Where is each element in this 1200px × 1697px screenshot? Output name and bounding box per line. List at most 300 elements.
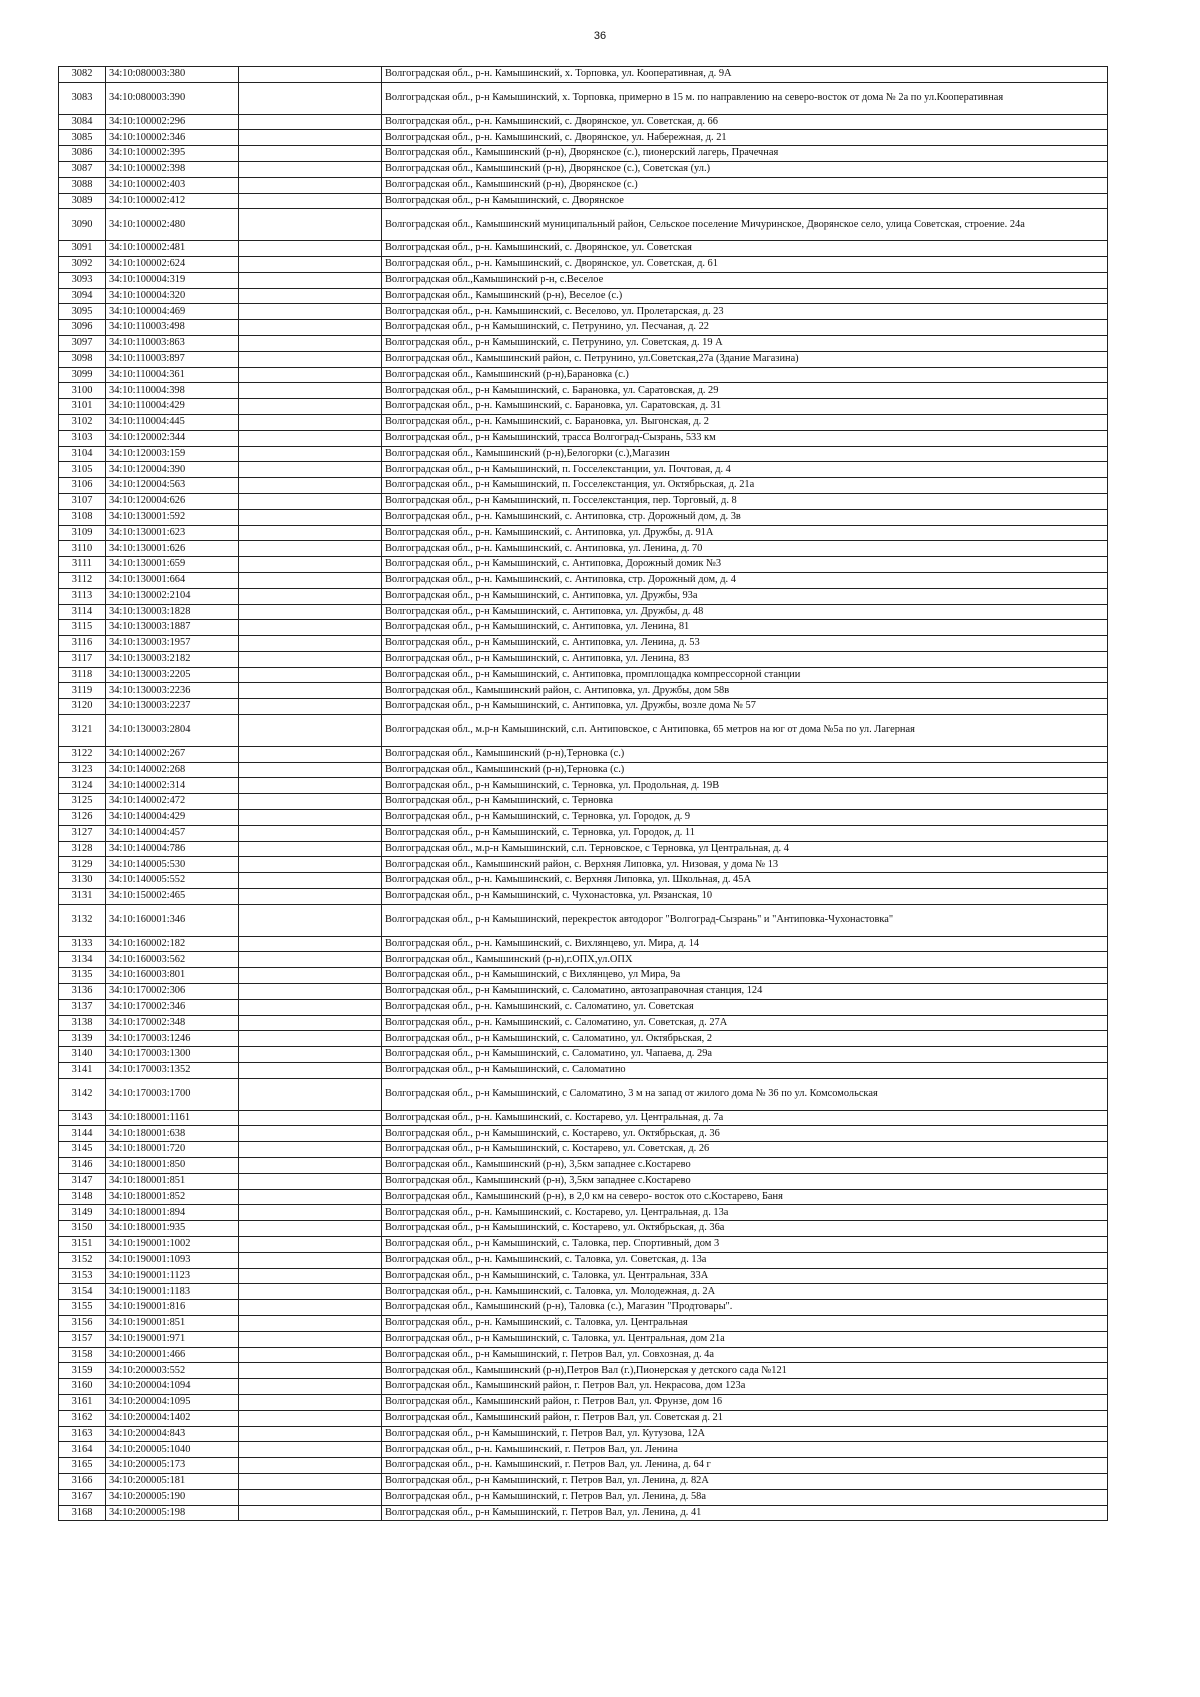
cadastral-number: 34:10:100002:480 bbox=[106, 209, 239, 241]
empty-cell bbox=[239, 810, 382, 826]
empty-cell bbox=[239, 557, 382, 573]
empty-cell bbox=[239, 1078, 382, 1110]
table-row bbox=[59, 241, 1108, 257]
empty-cell bbox=[239, 984, 382, 1000]
row-number: 3159 bbox=[59, 1363, 106, 1379]
address: Волгоградская обл., м.р-н Камышинский, с.п. Терновское, с Терновка, ул Центральная, д. 4 bbox=[382, 841, 1108, 857]
row-number: 3104 bbox=[59, 446, 106, 462]
cadastral-number: 34:10:190001:851 bbox=[106, 1315, 239, 1331]
empty-cell bbox=[239, 1063, 382, 1079]
cadastral-number: 34:10:100002:398 bbox=[106, 161, 239, 177]
cadastral-number: 34:10:120002:344 bbox=[106, 430, 239, 446]
row-number: 3163 bbox=[59, 1426, 106, 1442]
row-number: 3113 bbox=[59, 588, 106, 604]
table-row bbox=[59, 1315, 1108, 1331]
row-number: 3133 bbox=[59, 936, 106, 952]
cadastral-number: 34:10:140004:786 bbox=[106, 841, 239, 857]
cadastral-number: 34:10:190001:1093 bbox=[106, 1252, 239, 1268]
cadastral-number: 34:10:110004:361 bbox=[106, 367, 239, 383]
empty-cell bbox=[239, 572, 382, 588]
cadastral-number: 34:10:100002:296 bbox=[106, 114, 239, 130]
row-number: 3101 bbox=[59, 399, 106, 415]
empty-cell bbox=[239, 493, 382, 509]
table-row bbox=[59, 683, 1108, 699]
address: Волгоградская обл., Камышинский (р-н), 3,5км западнее с.Костарево bbox=[382, 1173, 1108, 1189]
empty-cell bbox=[239, 82, 382, 114]
cadastral-number: 34:10:130003:2205 bbox=[106, 667, 239, 683]
empty-cell bbox=[239, 1110, 382, 1126]
empty-cell bbox=[239, 1158, 382, 1174]
empty-cell bbox=[239, 1315, 382, 1331]
cadastral-number: 34:10:190001:1183 bbox=[106, 1284, 239, 1300]
address: Волгоградская обл., Камышинский (р-н), в 2,0 км на северо- восток ото с.Костарево, Баня bbox=[382, 1189, 1108, 1205]
row-number: 3092 bbox=[59, 256, 106, 272]
row-number: 3162 bbox=[59, 1410, 106, 1426]
row-number: 3117 bbox=[59, 651, 106, 667]
address: Волгоградская обл., Камышинский (р-н),Белогорки (с.),Магазин bbox=[382, 446, 1108, 462]
row-number: 3167 bbox=[59, 1489, 106, 1505]
table-row bbox=[59, 1158, 1108, 1174]
row-number: 3103 bbox=[59, 430, 106, 446]
empty-cell bbox=[239, 414, 382, 430]
address: Волгоградская обл., р-н. Камышинский, с. Дворянское, ул. Советская bbox=[382, 241, 1108, 257]
empty-cell bbox=[239, 1031, 382, 1047]
table-row bbox=[59, 288, 1108, 304]
cadastral-number: 34:10:130003:1828 bbox=[106, 604, 239, 620]
address: Волгоградская обл., р-н Камышинский, с. Терновка bbox=[382, 794, 1108, 810]
row-number: 3097 bbox=[59, 335, 106, 351]
cadastral-number: 34:10:200005:181 bbox=[106, 1473, 239, 1489]
table-row bbox=[59, 746, 1108, 762]
cadastral-number: 34:10:180001:851 bbox=[106, 1173, 239, 1189]
address: Волгоградская обл., р-н Камышинский, с. Дворянское bbox=[382, 193, 1108, 209]
cadastral-number: 34:10:130001:659 bbox=[106, 557, 239, 573]
address: Волгоградская обл., р-н. Камышинский, с. Антиповка, стр. Дорожный дом, д. 4 bbox=[382, 572, 1108, 588]
table-row bbox=[59, 1110, 1108, 1126]
table-row bbox=[59, 272, 1108, 288]
row-number: 3091 bbox=[59, 241, 106, 257]
empty-cell bbox=[239, 825, 382, 841]
row-number: 3109 bbox=[59, 525, 106, 541]
cadastral-number: 34:10:110003:897 bbox=[106, 351, 239, 367]
table-row bbox=[59, 146, 1108, 162]
table-row bbox=[59, 873, 1108, 889]
empty-cell bbox=[239, 873, 382, 889]
row-number: 3166 bbox=[59, 1473, 106, 1489]
table-row bbox=[59, 762, 1108, 778]
row-number: 3124 bbox=[59, 778, 106, 794]
address: Волгоградская обл., р-н. Камышинский, с. Вихлянцево, ул. Мира, д. 14 bbox=[382, 936, 1108, 952]
address: Волгоградская обл., р-н Камышинский, с. Саломатино, ул. Октябрьская, 2 bbox=[382, 1031, 1108, 1047]
empty-cell bbox=[239, 968, 382, 984]
table-row bbox=[59, 841, 1108, 857]
empty-cell bbox=[239, 367, 382, 383]
cadastral-number: 34:10:170002:306 bbox=[106, 984, 239, 1000]
table-row bbox=[59, 999, 1108, 1015]
row-number: 3095 bbox=[59, 304, 106, 320]
cadastral-number: 34:10:160001:346 bbox=[106, 904, 239, 936]
address: Волгоградская обл., р-н Камышинский, с. Таловка, ул. Центральная, 33А bbox=[382, 1268, 1108, 1284]
cadastral-number: 34:10:100002:481 bbox=[106, 241, 239, 257]
empty-cell bbox=[239, 1426, 382, 1442]
cadastral-number: 34:10:140002:314 bbox=[106, 778, 239, 794]
row-number: 3119 bbox=[59, 683, 106, 699]
table-row bbox=[59, 256, 1108, 272]
row-number: 3084 bbox=[59, 114, 106, 130]
address: Волгоградская обл., Камышинский (р-н),Терновка (с.) bbox=[382, 762, 1108, 778]
empty-cell bbox=[239, 651, 382, 667]
address: Волгоградская обл., р-н. Камышинский, с. Костарево, ул. Центральная, д. 13а bbox=[382, 1205, 1108, 1221]
empty-cell bbox=[239, 193, 382, 209]
address: Волгоградская обл., р-н. Камышинский, х. Торповка, ул. Кооперативная, д. 9А bbox=[382, 67, 1108, 83]
address: Волгоградская обл., р-н Камышинский, п. Госселекстанция, пер. Торговый, д. 8 bbox=[382, 493, 1108, 509]
row-number: 3120 bbox=[59, 699, 106, 715]
cadastral-number: 34:10:080003:390 bbox=[106, 82, 239, 114]
empty-cell bbox=[239, 762, 382, 778]
address: Волгоградская обл., р-н Камышинский, г. Петров Вал, ул. Кутузова, 12А bbox=[382, 1426, 1108, 1442]
cadastral-number: 34:10:170003:1700 bbox=[106, 1078, 239, 1110]
table-row bbox=[59, 430, 1108, 446]
row-number: 3139 bbox=[59, 1031, 106, 1047]
row-number: 3093 bbox=[59, 272, 106, 288]
row-number: 3110 bbox=[59, 541, 106, 557]
address: Волгоградская обл., р-н Камышинский, с. Терновка, ул. Городок, д. 11 bbox=[382, 825, 1108, 841]
empty-cell bbox=[239, 288, 382, 304]
table-row bbox=[59, 1458, 1108, 1474]
address: Волгоградская обл., Камышинский район, с. Антиповка, ул. Дружбы, дом 58в bbox=[382, 683, 1108, 699]
empty-cell bbox=[239, 1331, 382, 1347]
table-row bbox=[59, 161, 1108, 177]
empty-cell bbox=[239, 999, 382, 1015]
row-number: 3096 bbox=[59, 320, 106, 336]
table-row bbox=[59, 1252, 1108, 1268]
cadastral-number: 34:10:110004:445 bbox=[106, 414, 239, 430]
address: Волгоградская обл., р-н. Камышинский, с. Таловка, ул. Молодежная, д. 2А bbox=[382, 1284, 1108, 1300]
cadastral-number: 34:10:100004:320 bbox=[106, 288, 239, 304]
address: Волгоградская обл., р-н Камышинский, с. Антиповка, промплощадка компрессорной станции bbox=[382, 667, 1108, 683]
empty-cell bbox=[239, 446, 382, 462]
row-number: 3138 bbox=[59, 1015, 106, 1031]
table-row bbox=[59, 889, 1108, 905]
cadastral-number: 34:10:180001:852 bbox=[106, 1189, 239, 1205]
address: Волгоградская обл., р-н Камышинский, х. Торповка, примерно в 15 м. по направлению на северо-восток от дома № 2а по ул.Кооперативная bbox=[382, 82, 1108, 114]
cadastral-number: 34:10:100004:319 bbox=[106, 272, 239, 288]
row-number: 3150 bbox=[59, 1221, 106, 1237]
empty-cell bbox=[239, 383, 382, 399]
table-row bbox=[59, 1394, 1108, 1410]
row-number: 3118 bbox=[59, 667, 106, 683]
empty-cell bbox=[239, 509, 382, 525]
address: Волгоградская обл., р-н Камышинский, с. Антиповка, ул. Ленина, 83 bbox=[382, 651, 1108, 667]
row-number: 3085 bbox=[59, 130, 106, 146]
address: Волгоградская обл., р-н. Камышинский, с. Верхняя Липовка, ул. Школьная, д. 45А bbox=[382, 873, 1108, 889]
address: Волгоградская обл., р-н Камышинский, с. Костарево, ул. Октябрьская, д. 36а bbox=[382, 1221, 1108, 1237]
table-row bbox=[59, 1236, 1108, 1252]
address: Волгоградская обл., р-н Камышинский, трасса Волгоград-Сызрань, 533 км bbox=[382, 430, 1108, 446]
empty-cell bbox=[239, 1458, 382, 1474]
empty-cell bbox=[239, 1205, 382, 1221]
row-number: 3145 bbox=[59, 1142, 106, 1158]
row-number: 3116 bbox=[59, 636, 106, 652]
row-number: 3098 bbox=[59, 351, 106, 367]
table-row bbox=[59, 304, 1108, 320]
address: Волгоградская обл., р-н Камышинский, с. Терновка, ул. Городок, д. 9 bbox=[382, 810, 1108, 826]
cadastral-number: 34:10:200004:1402 bbox=[106, 1410, 239, 1426]
cadastral-number: 34:10:130003:2804 bbox=[106, 715, 239, 747]
cadastral-number: 34:10:120004:390 bbox=[106, 462, 239, 478]
table-row bbox=[59, 984, 1108, 1000]
row-number: 3165 bbox=[59, 1458, 106, 1474]
table-row bbox=[59, 1268, 1108, 1284]
address: Волгоградская обл., р-н Камышинский, с Вихлянцево, ул Мира, 9а bbox=[382, 968, 1108, 984]
address: Волгоградская обл., р-н Камышинский, с. Терновка, ул. Продольная, д. 19В bbox=[382, 778, 1108, 794]
row-number: 3099 bbox=[59, 367, 106, 383]
address: Волгоградская обл., Камышинский (р-н), Дворянское (с.) bbox=[382, 177, 1108, 193]
cadastral-number: 34:10:140002:267 bbox=[106, 746, 239, 762]
table-row bbox=[59, 177, 1108, 193]
empty-cell bbox=[239, 1126, 382, 1142]
table-row bbox=[59, 1379, 1108, 1395]
row-number: 3106 bbox=[59, 478, 106, 494]
table-row bbox=[59, 857, 1108, 873]
row-number: 3131 bbox=[59, 889, 106, 905]
row-number: 3105 bbox=[59, 462, 106, 478]
row-number: 3146 bbox=[59, 1158, 106, 1174]
address: Волгоградская обл., р-н Камышинский, с. Таловка, ул. Центральная, дом 21а bbox=[382, 1331, 1108, 1347]
address: Волгоградская обл., р-н Камышинский, перекресток автодорог "Волгоград-Сызрань" и "Антиповка-Чухонастовка" bbox=[382, 904, 1108, 936]
address: Волгоградская обл., р-н. Камышинский, г. Петров Вал, ул. Ленина, д. 64 г bbox=[382, 1458, 1108, 1474]
table-row bbox=[59, 1063, 1108, 1079]
cadastral-number: 34:10:140005:530 bbox=[106, 857, 239, 873]
address: Волгоградская обл., р-н Камышинский, с. Антиповка, ул. Ленина, 81 bbox=[382, 620, 1108, 636]
address: Волгоградская обл., Камышинский район, г. Петров Вал, ул. Фрунзе, дом 16 bbox=[382, 1394, 1108, 1410]
row-number: 3157 bbox=[59, 1331, 106, 1347]
row-number: 3115 bbox=[59, 620, 106, 636]
row-number: 3089 bbox=[59, 193, 106, 209]
empty-cell bbox=[239, 936, 382, 952]
address: Волгоградская обл., р-н. Камышинский, с. Антиповка, стр. Дорожный дом, д. 3в bbox=[382, 509, 1108, 525]
table-row bbox=[59, 1189, 1108, 1205]
table-row bbox=[59, 1284, 1108, 1300]
cadastral-number: 34:10:190001:971 bbox=[106, 1331, 239, 1347]
empty-cell bbox=[239, 320, 382, 336]
cadastral-number: 34:10:200005:173 bbox=[106, 1458, 239, 1474]
empty-cell bbox=[239, 1442, 382, 1458]
address: Волгоградская обл., Камышинский район, г. Петров Вал, ул. Советская д. 21 bbox=[382, 1410, 1108, 1426]
row-number: 3160 bbox=[59, 1379, 106, 1395]
cadastral-number: 34:10:100002:624 bbox=[106, 256, 239, 272]
empty-cell bbox=[239, 1047, 382, 1063]
address: Волгоградская обл., р-н Камышинский, с. Костарево, ул. Советская, д. 26 bbox=[382, 1142, 1108, 1158]
cadastral-number: 34:10:140004:429 bbox=[106, 810, 239, 826]
address: Волгоградская обл., р-н. Камышинский, с. Дворянское, ул. Советская, д. 61 bbox=[382, 256, 1108, 272]
cadastral-number: 34:10:160003:801 bbox=[106, 968, 239, 984]
cadastral-number: 34:10:120003:159 bbox=[106, 446, 239, 462]
register-table-body bbox=[59, 67, 1108, 1521]
row-number: 3151 bbox=[59, 1236, 106, 1252]
address: Волгоградская обл., р-н. Камышинский, с. Антиповка, ул. Ленина, д. 70 bbox=[382, 541, 1108, 557]
address: Волгоградская обл., р-н Камышинский, с. Таловка, пер. Спортивный, дом 3 bbox=[382, 1236, 1108, 1252]
empty-cell bbox=[239, 1284, 382, 1300]
row-number: 3127 bbox=[59, 825, 106, 841]
address: Волгоградская обл., р-н Камышинский, с. Антиповка, ул. Дружбы, 93а bbox=[382, 588, 1108, 604]
cadastral-number: 34:10:130001:626 bbox=[106, 541, 239, 557]
cadastral-number: 34:10:130001:623 bbox=[106, 525, 239, 541]
table-row bbox=[59, 320, 1108, 336]
table-row bbox=[59, 636, 1108, 652]
table-row bbox=[59, 367, 1108, 383]
cadastral-number: 34:10:130003:2237 bbox=[106, 699, 239, 715]
cadastral-number: 34:10:180001:894 bbox=[106, 1205, 239, 1221]
address: Волгоградская обл., р-н Камышинский, с. Саломатино, автозаправочная станция, 124 bbox=[382, 984, 1108, 1000]
empty-cell bbox=[239, 1473, 382, 1489]
empty-cell bbox=[239, 241, 382, 257]
cadastral-number: 34:10:130003:1887 bbox=[106, 620, 239, 636]
address: Волгоградская обл., Камышинский муниципальный район, Сельское поселение Мичуринское, Дворянское село, улица Советская, строение. 24а bbox=[382, 209, 1108, 241]
empty-cell bbox=[239, 1015, 382, 1031]
empty-cell bbox=[239, 399, 382, 415]
empty-cell bbox=[239, 604, 382, 620]
row-number: 3086 bbox=[59, 146, 106, 162]
cadastral-number: 34:10:190001:1123 bbox=[106, 1268, 239, 1284]
address: Волгоградская обл., р-н. Камышинский, с. Саломатино, ул. Советская, д. 27А bbox=[382, 1015, 1108, 1031]
row-number: 3152 bbox=[59, 1252, 106, 1268]
cadastral-number: 34:10:170003:1352 bbox=[106, 1063, 239, 1079]
empty-cell bbox=[239, 1410, 382, 1426]
row-number: 3147 bbox=[59, 1173, 106, 1189]
cadastral-number: 34:10:200004:843 bbox=[106, 1426, 239, 1442]
empty-cell bbox=[239, 1268, 382, 1284]
address: Волгоградская обл., Камышинский (р-н), Таловка (с.), Магазин "Продтовары". bbox=[382, 1300, 1108, 1316]
cadastral-number: 34:10:110004:398 bbox=[106, 383, 239, 399]
cadastral-number: 34:10:200004:1095 bbox=[106, 1394, 239, 1410]
empty-cell bbox=[239, 114, 382, 130]
address: Волгоградская обл., р-н. Камышинский, с. Дворянское, ул. Советская, д. 66 bbox=[382, 114, 1108, 130]
empty-cell bbox=[239, 67, 382, 83]
table-row bbox=[59, 699, 1108, 715]
row-number: 3136 bbox=[59, 984, 106, 1000]
row-number: 3164 bbox=[59, 1442, 106, 1458]
row-number: 3134 bbox=[59, 952, 106, 968]
address: Волгоградская обл., р-н. Камышинский, с. Таловка, ул. Центральная bbox=[382, 1315, 1108, 1331]
table-row bbox=[59, 114, 1108, 130]
address: Волгоградская обл., Камышинский (р-н), 3,5км западнее с.Костарево bbox=[382, 1158, 1108, 1174]
empty-cell bbox=[239, 636, 382, 652]
cadastral-number: 34:10:200005:198 bbox=[106, 1505, 239, 1521]
empty-cell bbox=[239, 335, 382, 351]
address: Волгоградская обл., р-н Камышинский, с. Саломатино, ул. Чапаева, д. 29а bbox=[382, 1047, 1108, 1063]
empty-cell bbox=[239, 952, 382, 968]
empty-cell bbox=[239, 256, 382, 272]
table-row bbox=[59, 810, 1108, 826]
table-row bbox=[59, 67, 1108, 83]
address: Волгоградская обл., р-н Камышинский, с. Чухонастовка, ул. Рязанская, 10 bbox=[382, 889, 1108, 905]
empty-cell bbox=[239, 478, 382, 494]
table-row bbox=[59, 825, 1108, 841]
table-row bbox=[59, 399, 1108, 415]
empty-cell bbox=[239, 430, 382, 446]
address: Волгоградская обл., р-н Камышинский, с. Петрунино, ул. Советская, д. 19 А bbox=[382, 335, 1108, 351]
empty-cell bbox=[239, 525, 382, 541]
address: Волгоградская обл., р-н Камышинский, п. Госселекстанция, ул. Октябрьская, д. 21а bbox=[382, 478, 1108, 494]
address: Волгоградская обл., р-н Камышинский, г. Петров Вал, ул. Ленина, д. 82А bbox=[382, 1473, 1108, 1489]
empty-cell bbox=[239, 1173, 382, 1189]
cadastral-number: 34:10:190001:1002 bbox=[106, 1236, 239, 1252]
address: Волгоградская обл., р-н Камышинский, с. Костарево, ул. Октябрьская, д. 36 bbox=[382, 1126, 1108, 1142]
table-row bbox=[59, 1426, 1108, 1442]
address: Волгоградская обл.,Камышинский р-н, с.Веселое bbox=[382, 272, 1108, 288]
cadastral-number: 34:10:140002:472 bbox=[106, 794, 239, 810]
table-row bbox=[59, 778, 1108, 794]
address: Волгоградская обл., Камышинский (р-н),Барановка (с.) bbox=[382, 367, 1108, 383]
row-number: 3132 bbox=[59, 904, 106, 936]
address: Волгоградская обл., р-н Камышинский, с. Антиповка, ул. Дружбы, возле дома № 57 bbox=[382, 699, 1108, 715]
table-row bbox=[59, 209, 1108, 241]
address: Волгоградская обл., Камышинский район, с. Петрунино, ул.Советская,27а (Здание Магазина) bbox=[382, 351, 1108, 367]
address: Волгоградская обл., р-н. Камышинский, с. Таловка, ул. Советская, д. 13а bbox=[382, 1252, 1108, 1268]
table-row bbox=[59, 1347, 1108, 1363]
table-row bbox=[59, 1331, 1108, 1347]
cadastral-number: 34:10:180001:638 bbox=[106, 1126, 239, 1142]
cadastral-number: 34:10:170002:346 bbox=[106, 999, 239, 1015]
empty-cell bbox=[239, 1252, 382, 1268]
cadastral-number: 34:10:100002:346 bbox=[106, 130, 239, 146]
table-row bbox=[59, 651, 1108, 667]
row-number: 3082 bbox=[59, 67, 106, 83]
table-row bbox=[59, 1363, 1108, 1379]
address: Волгоградская обл., р-н. Камышинский, с. Антиповка, ул. Дружбы, д. 91А bbox=[382, 525, 1108, 541]
empty-cell bbox=[239, 794, 382, 810]
cadastral-number: 34:10:170003:1246 bbox=[106, 1031, 239, 1047]
address: Волгоградская обл., Камышинский (р-н), Дворянское (с.), Советская (ул.) bbox=[382, 161, 1108, 177]
row-number: 3149 bbox=[59, 1205, 106, 1221]
cadastral-number: 34:10:200005:1040 bbox=[106, 1442, 239, 1458]
table-row bbox=[59, 1205, 1108, 1221]
empty-cell bbox=[239, 778, 382, 794]
cadastral-number: 34:10:140005:552 bbox=[106, 873, 239, 889]
address: Волгоградская обл., Камышинский район, г. Петров Вал, ул. Некрасова, дом 123а bbox=[382, 1379, 1108, 1395]
cadastral-number: 34:10:170003:1300 bbox=[106, 1047, 239, 1063]
row-number: 3168 bbox=[59, 1505, 106, 1521]
row-number: 3087 bbox=[59, 161, 106, 177]
empty-cell bbox=[239, 1189, 382, 1205]
cadastral-number: 34:10:200003:552 bbox=[106, 1363, 239, 1379]
address: Волгоградская обл., р-н. Камышинский, с. Костарево, ул. Центральная, д. 7а bbox=[382, 1110, 1108, 1126]
row-number: 3142 bbox=[59, 1078, 106, 1110]
empty-cell bbox=[239, 889, 382, 905]
table-row bbox=[59, 462, 1108, 478]
table-row bbox=[59, 620, 1108, 636]
address: Волгоградская обл., р-н Камышинский, г. Петров Вал, ул. Совхозная, д. 4а bbox=[382, 1347, 1108, 1363]
address: Волгоградская обл., Камышинский (р-н), Дворянское (с.), пионерский лагерь, Прачечная bbox=[382, 146, 1108, 162]
cadastral-number: 34:10:130003:2236 bbox=[106, 683, 239, 699]
table-row bbox=[59, 130, 1108, 146]
empty-cell bbox=[239, 620, 382, 636]
cadastral-number: 34:10:130003:2182 bbox=[106, 651, 239, 667]
address: Волгоградская обл., р-н Камышинский, с. Саломатино bbox=[382, 1063, 1108, 1079]
address: Волгоградская обл., р-н Камышинский, с Саломатино, 3 м на запад от жилого дома № 36 по ул. Комсомольская bbox=[382, 1078, 1108, 1110]
row-number: 3144 bbox=[59, 1126, 106, 1142]
table-row bbox=[59, 414, 1108, 430]
table-row bbox=[59, 968, 1108, 984]
cadastral-number: 34:10:180001:720 bbox=[106, 1142, 239, 1158]
table-row bbox=[59, 952, 1108, 968]
table-row bbox=[59, 604, 1108, 620]
empty-cell bbox=[239, 1300, 382, 1316]
cadastral-number: 34:10:100004:469 bbox=[106, 304, 239, 320]
cadastral-number: 34:10:130003:1957 bbox=[106, 636, 239, 652]
table-row bbox=[59, 1300, 1108, 1316]
